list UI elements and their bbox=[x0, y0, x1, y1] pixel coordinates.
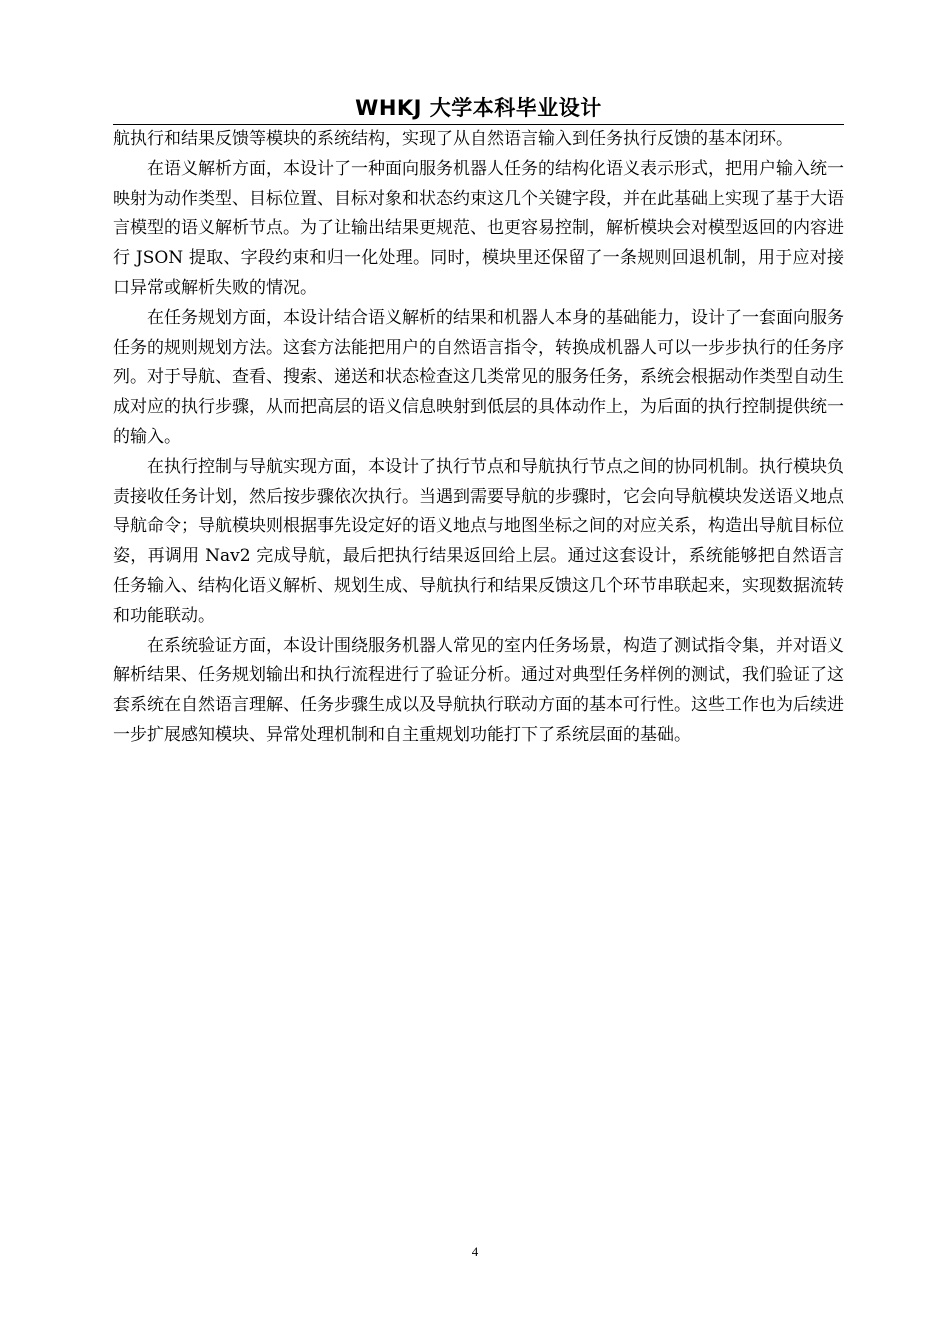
page-number: 4 bbox=[471, 1244, 479, 1259]
page-header bbox=[113, 92, 844, 125]
paragraph-execution-navigation: 在执行控制与导航实现方面，本设计了执行节点和导航执行节点之间的协同机制。执行模块负责接收任务计划，然后按步骤依次执行。当遇到需要导航的步骤时，它会向导航模块发送语义地点导航命令；导航模块则根据事先设定好的语义地点与地图坐标之间的对应关系，构造出导航目标位姿，再调用 Nav2 完成导航，最后把执行结果返回给上层。通过这套设计，系统能够把自然语言任务输入、结构化语义解析、规划生成、导航执行和结果反馈这几个环节串联起来，实现数据流转和功能联动。 bbox=[113, 456, 844, 626]
paragraph-system-validation: 在系统验证方面，本设计围绕服务机器人常见的室内任务场景，构造了测试指令集，并对语义解析结果、任务规划输出和执行流程进行了验证分析。通过对典型任务样例的测试，我们验证了这套系统在自然语言理解、任务步骤生成以及导航执行联动方面的基本可行性。这些工作也为后续进一步扩展感知模块、异常处理机制和自主重规划功能打下了系统层面的基础。 bbox=[113, 635, 844, 745]
paragraph-continuation: 航执行和结果反馈等模块的系统结构，实现了从自然语言输入到任务执行反馈的基本闭环。 bbox=[113, 129, 793, 149]
document-body bbox=[113, 125, 844, 751]
header-title: WHKJ 大学本科毕业设计 bbox=[355, 96, 602, 120]
paragraph-task-planning: 在任务规划方面，本设计结合语义解析的结果和机器人本身的基础能力，设计了一套面向服务任务的规则规划方法。这套方法能把用户的自然语言指令，转换成机器人可以一步步执行的任务序列。对于导航、查看、搜索、递送和状态检查这几类常见的服务任务，系统会根据动作类型自动生成对应的执行步骤，从而把高层的语义信息映射到低层的具体动作上，为后面的执行控制提供统一的输入。 bbox=[113, 307, 844, 447]
paragraph-semantic-parsing: 在语义解析方面，本设计了一种面向服务机器人任务的结构化语义表示形式，把用户输入统一映射为动作类型、目标位置、目标对象和状态约束这几个关键字段，并在此基础上实现了基于大语言模型的语义解析节点。为了让输出结果更规范、也更容易控制，解析模块会对模型返回的内容进行 JSON 提取、字段约束和归一化处理。同时，模块里还保留了一条规则回退机制，用于应对接口异常或解析失败的情况。 bbox=[113, 158, 844, 298]
